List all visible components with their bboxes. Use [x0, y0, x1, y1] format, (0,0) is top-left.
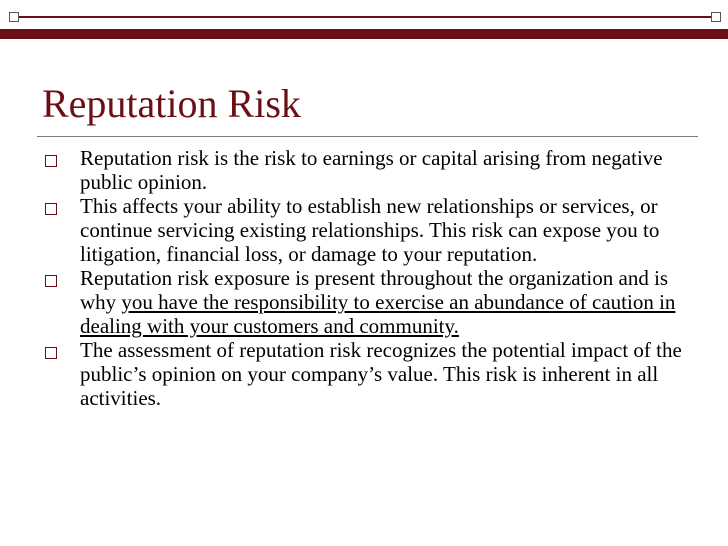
- bullet-list: [45, 146, 685, 410]
- top-thin-line: [19, 16, 711, 18]
- bullet-item-3: [45, 266, 685, 338]
- hollow-square-bullet-icon: [45, 155, 57, 167]
- slide-title: Reputation Risk: [42, 81, 301, 126]
- top-maroon-band: [0, 29, 728, 39]
- top-decorative-bar: [0, 0, 728, 42]
- left-square-corner-icon: [9, 12, 19, 22]
- bullet-text: Reputation risk exposure is present throughout the organization and is why: [80, 266, 669, 314]
- hollow-square-bullet-icon: [45, 275, 57, 287]
- bullet-item-4: [45, 338, 685, 410]
- hollow-square-bullet-icon: [45, 347, 57, 359]
- bullet-text: Reputation risk is the risk to earnings or capital arising from negative public opinion.: [80, 146, 663, 194]
- title-divider: [37, 136, 698, 137]
- right-square-corner-icon: [711, 12, 721, 22]
- bullet-item-1: [45, 146, 685, 194]
- bullet-underlined-text: you have the responsibility to exercise an abundance of caution in dealing with your customers and community.: [80, 290, 676, 338]
- bullet-text: The assessment of reputation risk recognizes the potential impact of the public’s opinion on your company’s value. This risk is inherent in all activities.: [80, 338, 682, 410]
- bullet-text: This affects your ability to establish new relationships or services, or continue servicing existing relationships. This risk can expose you to litigation, financial loss, or damage to your reputation.: [80, 194, 660, 266]
- bullet-item-2: [45, 194, 685, 266]
- hollow-square-bullet-icon: [45, 203, 57, 215]
